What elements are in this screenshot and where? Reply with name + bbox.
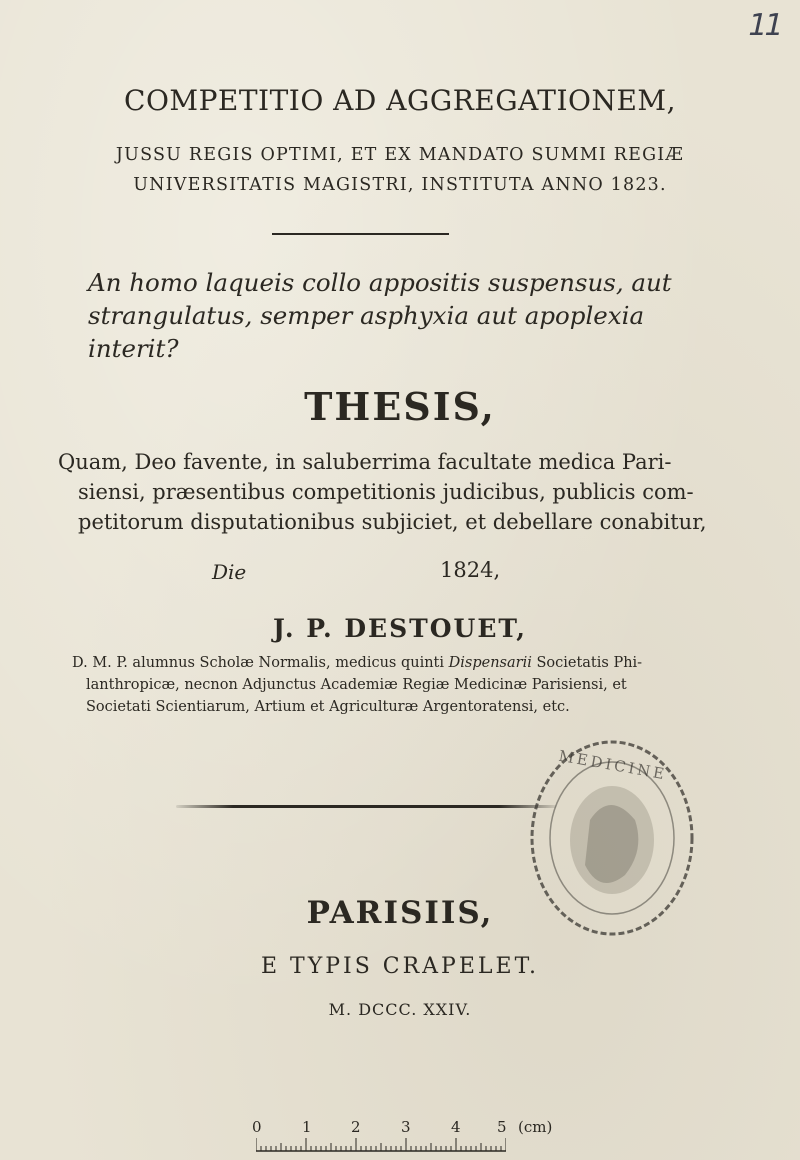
scale-labels xyxy=(250,1118,553,1138)
cm-scale-bar xyxy=(250,1118,553,1158)
credentials-line: lanthropicæ, necnon Adjunctus Academiæ Regiæ Medicinæ Parisiensi, et xyxy=(86,677,627,693)
body-line: siensi, præsentibus competitionis judicibus, publicis com- xyxy=(78,480,694,504)
ornamental-rule xyxy=(176,805,556,808)
credentials-italic: Dispensarii xyxy=(448,655,532,671)
scale-label: 2 xyxy=(351,1118,361,1136)
title: COMPETITIO AD AGGREGATIONEM, xyxy=(124,84,676,117)
credentials-line xyxy=(72,652,643,674)
scale-ruler xyxy=(256,1138,506,1152)
thesis-question xyxy=(88,266,678,365)
body-line: petitorum disputationibus subjiciet, et debellare conabitur, xyxy=(78,510,707,534)
stamp-text: MEDICINE xyxy=(557,746,669,784)
scale-label: 4 xyxy=(451,1118,461,1136)
body-line: Quam, Deo favente, in saluberrima facultate medica Pari- xyxy=(58,450,672,474)
handwritten-page-number: 11 xyxy=(744,8,784,43)
question-line: strangulatus, semper asphyxia aut apoplexia xyxy=(88,301,645,330)
imprint-printer: E TYPIS CRAPELET. xyxy=(260,954,540,979)
die-year: 1824, xyxy=(440,558,501,582)
credentials-text: Societatis Phi- xyxy=(536,655,643,671)
subtitle xyxy=(0,140,800,200)
credentials-text: D. M. P. alumnus Scholæ Normalis, medicus quinti xyxy=(72,655,445,671)
scale-label: 5 xyxy=(497,1118,507,1136)
question-line: interit? xyxy=(88,334,179,363)
imprint-year: M. DCCC. XXIV. xyxy=(328,1000,472,1019)
author-credentials xyxy=(72,652,643,718)
imprint-city: PARISIIS, xyxy=(306,895,494,931)
question-line: An homo laqueis collo appositis suspensus, aut xyxy=(88,268,672,297)
author-name: J. P. DESTOUET, xyxy=(273,614,527,643)
thesis-heading: THESIS, xyxy=(304,384,496,429)
scale-label: 0 xyxy=(252,1118,262,1136)
die-label: Die xyxy=(212,560,247,584)
scale-unit: (cm) xyxy=(518,1118,553,1136)
scale-label: 3 xyxy=(401,1118,411,1136)
subtitle-line: UNIVERSITATIS MAGISTRI, INSTITUTA ANNO 1823. xyxy=(133,175,667,195)
credentials-line: Societati Scientiarum, Artium et Agriculturæ Argentoratensi, etc. xyxy=(86,699,570,715)
divider-rule xyxy=(272,233,449,235)
scale-label: 1 xyxy=(302,1118,312,1136)
subtitle-line: JUSSU REGIS OPTIMI, ET EX MANDATO SUMMI REGIÆ xyxy=(115,145,685,165)
thesis-body xyxy=(58,447,707,537)
